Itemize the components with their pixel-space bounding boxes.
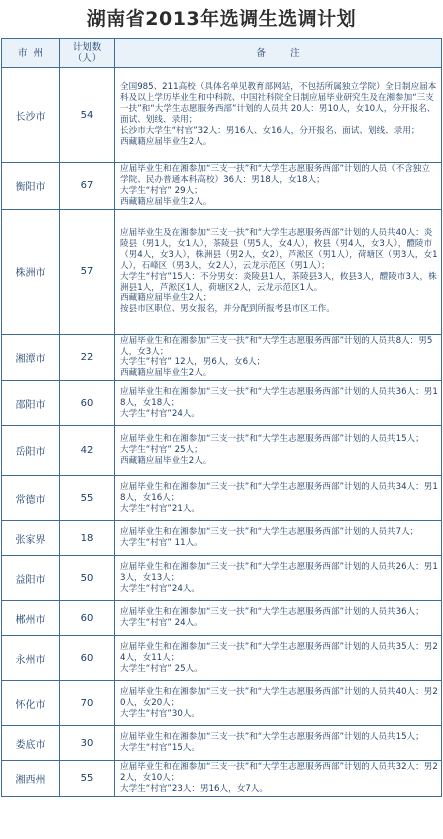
row-city: 张家界 <box>2 521 60 556</box>
header-city: 市 州 <box>2 39 60 68</box>
row-note: 应届毕业生和在湘参加“三支一扶”和“大学生志愿服务西部”计划的人员共26人：男13人，女13人； 大学生“村官”24人。 <box>115 556 442 601</box>
row-note: 应届毕业生和在湘参加“三支一扶”和“大学生志愿服务西部”计划的人员共7人； 大学生“村官” 11人。 <box>115 521 442 556</box>
row-plan-count: 67 <box>60 163 115 210</box>
row-city: 郴州市 <box>2 601 60 636</box>
row-city: 衡阳市 <box>2 163 60 210</box>
row-plan-count: 55 <box>60 761 115 797</box>
row-city: 株洲市 <box>2 209 60 334</box>
table-row <box>2 521 442 556</box>
plan-table <box>1 38 442 797</box>
table-row <box>2 556 442 601</box>
row-note: 应届毕业生和在湘参加“三支一扶”和“大学生志愿服务西部”计划的人员共15人； 大学生“村官”15人。 <box>115 726 442 761</box>
row-plan-count: 70 <box>60 681 115 726</box>
table-row <box>2 426 442 476</box>
table-row <box>2 209 442 334</box>
table-row <box>2 163 442 210</box>
table-row <box>2 68 442 163</box>
table-row <box>2 636 442 681</box>
table-row <box>2 726 442 761</box>
row-city: 怀化市 <box>2 681 60 726</box>
row-note: 应届毕业生和在湘参加“三支一扶”和“大学生志愿服务西部”计划的人员共32人：男22人，女10人； 大学生“村官”23人：男16人，女7人。 <box>115 761 442 797</box>
table-row <box>2 334 442 381</box>
row-note: 应届毕业生和在湘参加“三支一扶”和“大学生志愿服务西部”计划的人员（不含独立学院、民办普通本科高校）36人：男18人，女18人； 大学生“村官” 29人； 西藏籍应届毕业生2人。 <box>115 163 442 210</box>
table-row <box>2 476 442 521</box>
row-note: 应届毕业生和在湘参加“三支一扶”和“大学生志愿服务西部”计划的人员共36人：男18人，女18人； 大学生“村官”24人。 <box>115 381 442 426</box>
table-row <box>2 681 442 726</box>
row-city: 湘潭市 <box>2 334 60 381</box>
table-row <box>2 761 442 797</box>
row-plan-count: 57 <box>60 209 115 334</box>
table-header-row <box>2 39 442 68</box>
row-plan-count: 18 <box>60 521 115 556</box>
row-city: 娄底市 <box>2 726 60 761</box>
row-note: 应届毕业生和在湘参加“三支一扶”和“大学生志愿服务西部”计划的人员共34人：男18人，女16人； 大学生“村官”21人。 <box>115 476 442 521</box>
row-city: 益阳市 <box>2 556 60 601</box>
row-plan-count: 55 <box>60 476 115 521</box>
row-plan-count: 60 <box>60 601 115 636</box>
row-plan-count: 22 <box>60 334 115 381</box>
row-plan-count: 50 <box>60 556 115 601</box>
row-note: 应届毕业生和在湘参加“三支一扶”和“大学生志愿服务西部”计划的人员共40人：男20人，女20人； 大学生“村官”30人。 <box>115 681 442 726</box>
row-plan-count: 60 <box>60 381 115 426</box>
row-city: 长沙市 <box>2 68 60 163</box>
row-note: 应届毕业生和在湘参加“三支一扶”和“大学生志愿服务西部”计划的人员共15人； 大学生“村官” 25人； 西藏籍应届毕业生2人。 <box>115 426 442 476</box>
row-city: 岳阳市 <box>2 426 60 476</box>
row-plan-count: 60 <box>60 636 115 681</box>
row-plan-count: 30 <box>60 726 115 761</box>
table-row <box>2 601 442 636</box>
row-note: 应届毕业生和在湘参加“三支一扶”和“大学生志愿服务西部”计划的人员共36人； 大学生“村官” 24人。 <box>115 601 442 636</box>
header-note: 备 注 <box>115 39 442 68</box>
page-title: 湖南省2013年选调生选调计划 <box>86 8 357 30</box>
row-plan-count: 54 <box>60 68 115 163</box>
row-note: 应届毕业生和在湘参加“三支一扶”和“大学生志愿服务西部”计划的人员共35人：男24人，女11人； 大学生“村官” 25人。 <box>115 636 442 681</box>
table-row <box>2 381 442 426</box>
row-city: 永州市 <box>2 636 60 681</box>
row-note: 全国985、211高校（具体名单见教育部网站，不包括所属独立学院）全日制应届本科及以上学历毕业生和中科院、中国社科院全日制应届毕业研究生及在湘参加“三支一扶”和“大学生志愿服务西部”计划的人员共 20人：男10人，女10人，分开报名、面试、划线、录用； 长沙市大学生“村官”32人：男16人、女16人，分开报名、面试、划线、录用； 西藏籍应届毕业生2人。 <box>115 68 442 163</box>
row-note: 应届毕业生及在湘参加“三支一扶”和“大学生志愿服务西部”计划的人员共40人：炎陵县（男1人，女1人），茶陵县（男5人，女4人），攸县（男4人，女3人），醴陵市（男4人，女3人），株洲县（男2人，女2），芦淞区（男1人），荷塘区（男3人，女1人），石峰区（男3人，女2人），云龙示范区（男1人）； 大学生“村官”15人：不分男女：炎陵县1人，茶陵县3人，攸县3人，醴陵市3人，株洲县1人，芦淞区1人，荷塘区2人，云龙示范区1人。 西藏籍应届毕业生2人； 按县市区职位、男女报名，并分配到所报考县市区工作。 <box>115 209 442 334</box>
row-plan-count: 42 <box>60 426 115 476</box>
header-plan: 计划数 （人） <box>60 39 115 68</box>
row-note: 应届毕业生和在湘参加“三支一扶”和“大学生志愿服务西部”计划的人员共8人：男5人，女3人； 大学生“村官” 12人，男6人，女6人； 西藏籍应届毕业生2人。 <box>115 334 442 381</box>
row-city: 常德市 <box>2 476 60 521</box>
row-city: 湘西州 <box>2 761 60 797</box>
row-city: 邵阳市 <box>2 381 60 426</box>
